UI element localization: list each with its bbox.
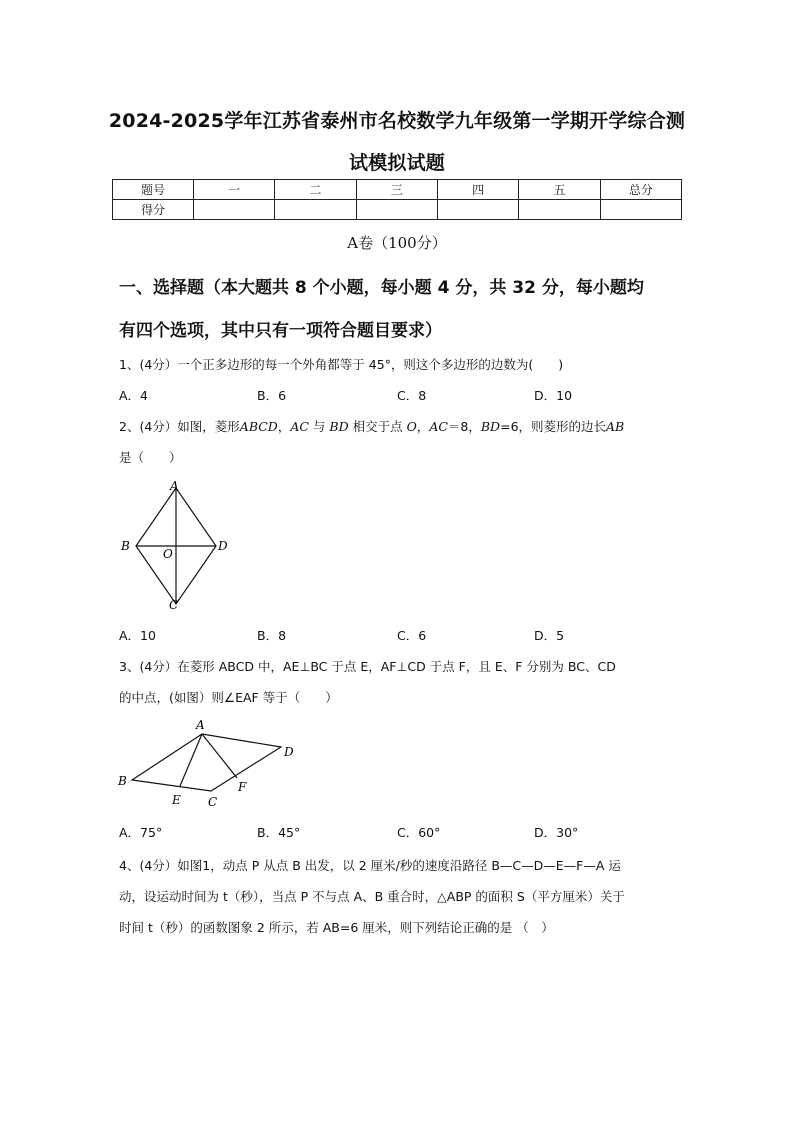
score-cell [519,200,600,220]
score-header-cell: 总分 [600,180,681,200]
option-c: C．6 [397,628,427,643]
label-c: C [169,598,179,612]
question-3-text-line-1: 3、(4分）在菱形 ABCD 中，AE⊥BC 于点 E，AF⊥CD 于点 F，且 E、F 分别为 BC、CD [119,659,616,674]
part1-heading-line-2: 有四个选项，其中只有一项符合题目要求） [119,321,442,341]
option-b: B．45° [257,825,301,840]
question-2-text [119,417,679,435]
score-header-cell: 四 [437,180,518,200]
label-c: C [208,795,218,809]
q2-math-var: BD [329,419,349,434]
option-a: A．10 [119,628,156,643]
section-a-heading: A卷（100分） [347,234,447,252]
score-header-cell: 五 [519,180,600,200]
option-d: D．10 [534,388,573,403]
option-a: A．4 [119,388,149,403]
label-o: O [163,547,173,561]
option-a: A．75° [119,825,163,840]
q2-text-part: ， [277,419,291,434]
score-table [112,179,682,220]
label-e: E [172,793,181,807]
label-a: A [196,718,205,732]
score-cell [600,200,681,220]
rhombus-ef-diagram [112,716,312,811]
q2-math-var: AB [606,419,625,434]
rhombus-diagram [110,478,240,613]
score-header-cell: 二 [275,180,356,200]
score-header-label: 题号 [113,180,194,200]
q2-math-var: O [406,419,417,434]
option-b: B．6 [257,388,287,403]
label-b: B [121,539,130,553]
part1-heading-line-1: 一、选择题（本大题共 8 个小题，每小题 4 分，共 32 分，每小题均 [119,278,644,298]
option-c: C．8 [397,388,427,403]
score-cell [356,200,437,220]
score-cell [275,200,356,220]
option-c: C．60° [397,825,441,840]
score-cell [437,200,518,220]
score-header-cell: 一 [194,180,275,200]
score-row-label: 得分 [113,200,194,220]
question-1-options [119,386,679,404]
score-cell [194,200,275,220]
q2-text-part: ， [416,419,430,434]
question-4-text-line-2: 动，设运动时间为 t（秒），当点 P 不与点 A、B 重合时，△ABP 的面积 S（平方厘米）关于 [119,889,625,904]
score-table-score-row [113,200,682,220]
exam-title-line-1: 2024-2025学年江苏省泰州市名校数学九年级第一学期开学综合测 [108,110,686,132]
rhombus-outline [132,734,281,791]
q2-math-var: BD [480,419,501,434]
q2-text-part: =6，则菱形的边长 [500,419,607,434]
q2-math-var: ABCD [239,419,278,434]
segment-af [202,734,237,778]
q2-text-part: 相交于点 [348,419,407,434]
exam-title-line-2: 试模拟试题 [348,152,445,174]
question-3-options [119,823,679,841]
label-b: B [118,774,127,788]
q2-text-part: ＝8， [447,419,481,434]
label-d: D [218,539,228,553]
question-2-options [119,626,679,644]
question-4-text-line-1: 4、(4分）如图1，动点 P 从点 B 出发，以 2 厘米/秒的速度沿路径 B—C—D—E—F—A 运 [119,858,621,873]
question-3-text-line-2: 的中点，(如图）则∠EAF 等于（ ） [119,690,338,705]
label-a: A [170,479,179,493]
q2-math-var: AC [429,419,448,434]
option-b: B．8 [257,628,287,643]
score-header-cell: 三 [356,180,437,200]
q2-text-part: 与 [308,419,330,434]
q2-text-part: 2、(4分）如图，菱形 [119,419,240,434]
question-4-text-line-3: 时间 t（秒）的函数图象 2 所示，若 AB=6 厘米，则下列结论正确的是 （ ） [119,920,554,935]
score-table-header-row [113,180,682,200]
question-2-text-line-2: 是（ ） [119,450,182,465]
label-d: D [284,745,294,759]
question-1-text: 1、(4分）一个正多边形的每一个外角都等于 45°，则这个多边形的边数为( ) [119,357,564,372]
option-d: D．30° [534,825,579,840]
label-f: F [238,780,247,794]
option-d: D．5 [534,628,565,643]
q2-math-var: AC [290,419,309,434]
